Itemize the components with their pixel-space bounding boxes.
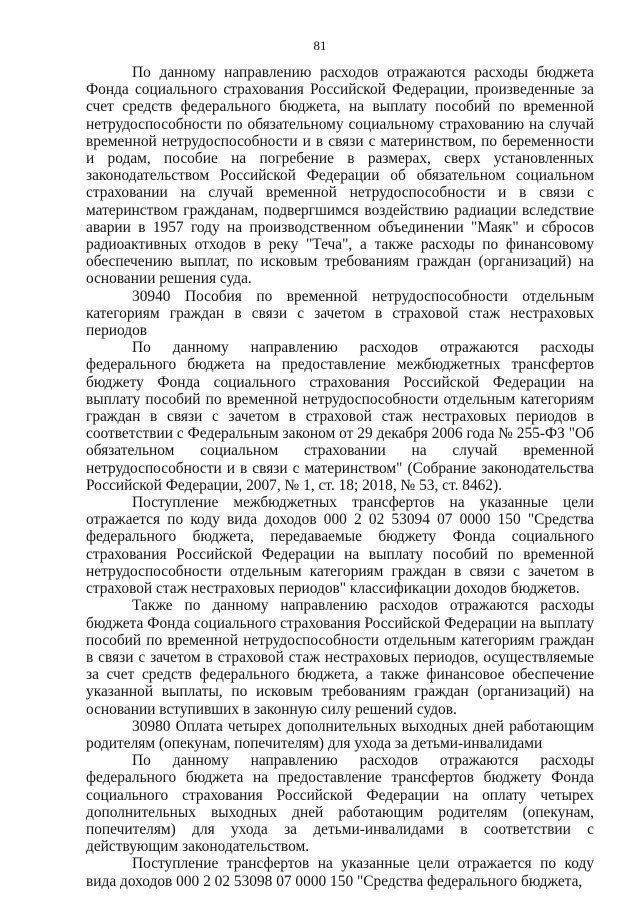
section-heading-30940: 30940 Пособия по временной нетрудоспособности отдельным категориям граждан в связи с зачетом в страховой стаж нестраховых периодов bbox=[86, 287, 594, 340]
document-body bbox=[86, 64, 594, 890]
paragraph: Также по данному направлению расходов отражаются расходы бюджета Фонда социального страхования Российской Федерации на выплату пособий по временной нетрудоспособности отдельным категориям граждан в связи с зачетом в страховой стаж нестраховых периодов, осуществляемые за счет средств федерального бюджета, а также финансовое обеспечение указанной выплаты, по исковым требованиям граждан (организаций) на основании вступивших в законную силу решений судов. bbox=[86, 597, 594, 718]
paragraph: Поступление трансфертов на указанные цели отражается по коду вида доходов 000 2 02 53098 07 0000 150 "Средства федерального бюджета, bbox=[86, 855, 594, 890]
paragraph: По данному направлению расходов отражаются расходы федерального бюджета на предоставление трансфертов бюджету Фонда социального страхования Российской Федерации на оплату четырех дополнительных выходных дней работающим родителям (опекунам, попечителям) для ухода за детьми-инвалидами в соответствии с действующим законодательством. bbox=[86, 752, 594, 856]
paragraph: По данному направлению расходов отражаются расходы бюджета Фонда социального страхования Российской Федерации, произведенные за счет средств федерального бюджета, на выплату пособий по временной нетрудоспособности по обязательному социальному страхованию на случай временной нетрудоспособности и в связи с материнством, по беременности и родам, пособие на погребение в размерах, сверх установленных законодательством Российской Федерации об обязательном социальном страховании на случай временной нетрудоспособности и в связи с материнством гражданам, подвергшимся воздействию радиации вследствие аварии в 1957 году на производственном объединении "Маяк" и сбросов радиоактивных отходов в реку "Теча", а также расходы по финансовому обеспечению выплат, по исковым требованиям граждан (организаций) на основании решения суда. bbox=[86, 64, 594, 288]
paragraph: Поступление межбюджетных трансфертов на указанные цели отражается по коду вида доходов 000 2 02 53094 07 0000 150 "Средства федерального бюджета, передаваемые бюджету Фонда социального страхования Российской Федерации на выплату пособий по временной нетрудоспособности отдельным категориям граждан в связи с зачетом в страховой стаж нестраховых периодов" классификации доходов бюджетов. bbox=[86, 494, 594, 598]
page-number: 81 bbox=[313, 38, 327, 53]
section-heading-30980: 30980 Оплата четырех дополнительных выходных дней работающим родителям (опекунам, попечителям) для ухода за детьми-инвалидами bbox=[86, 717, 594, 752]
paragraph: По данному направлению расходов отражаются расходы федерального бюджета на предоставление межбюджетных трансфертов бюджету Фонда социального страхования Российской Федерации на выплату пособий по временной нетрудоспособности отдельным категориям граждан в связи с зачетом в страховой стаж нестраховых периодов в соответствии с Федеральным законом от 29 декабря 2006 года № 255-ФЗ "Об обязательном социальном страховании на случай временной нетрудоспособности и в связи с материнством" (Собрание законодательства Российской Федерации, 2007, № 1, ст. 18; 2018, № 53, ст. 8462). bbox=[86, 339, 594, 494]
